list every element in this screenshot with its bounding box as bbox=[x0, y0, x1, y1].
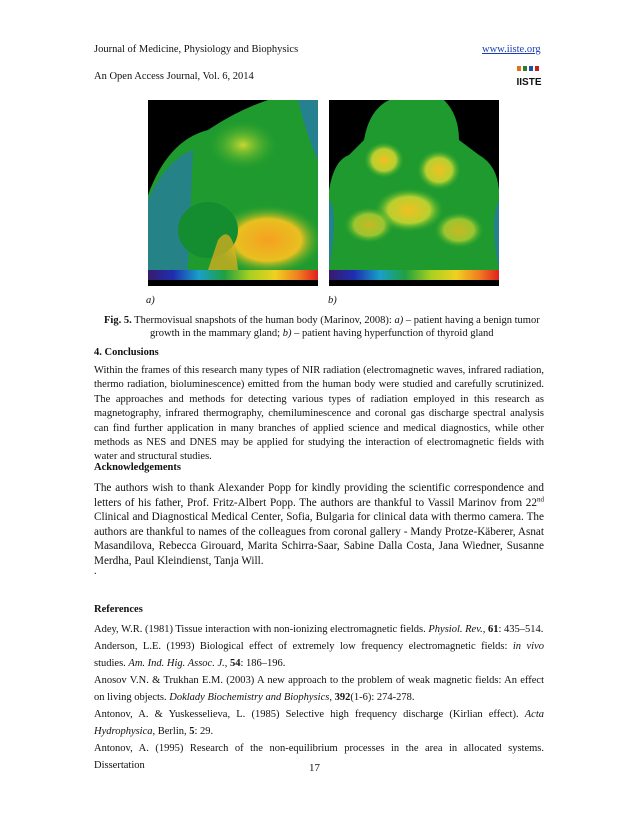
figure-label-a: a) bbox=[146, 295, 155, 306]
iiste-logo bbox=[516, 65, 542, 89]
conclusions-paragraph: Within the frames of this research many types of NIR radiation (electromagnetic waves, infrared radiation, thermo radiation, bioluminescence) emitted from the human body were studied and carefully scrutinized. The approaches and methods for detecting various types of radiation employed in this research as magnetography, infrared thermography, chemiluminescence and coronal gas discharge spectral analysis can find further application in many branches of applied science and medical diagnostics, while other methods as NES and DNES may be applied for studying the interaction of electromagnetic fields with water and structural studies. bbox=[94, 365, 544, 463]
thermal-image-a bbox=[148, 100, 318, 286]
reference-item: Antonov, A. & Yuskesselieva, L. (1985) Selective high frequency discharge (Kirlian effect). Acta Hydrophysica, Berlin, 5: 29. bbox=[94, 709, 544, 737]
reference-item: Antonov, A. (1995) Research of the non-equilibrium processes in the area in allocated systems. Dissertation bbox=[94, 743, 544, 771]
thermal-image-b bbox=[329, 100, 499, 286]
caption-label: Fig. 5. bbox=[104, 315, 132, 326]
page-number: 17 bbox=[309, 762, 320, 774]
logo-text: IISTE bbox=[516, 77, 542, 88]
figure-caption: Fig. 5. Thermovisual snapshots of the human body (Marinov, 2008): a) – patient having a benign tumor growth in the mammary gland; b) – patient having hyperfunction of thyroid gland bbox=[104, 315, 540, 339]
acknowledgements-heading: Acknowledgements bbox=[94, 462, 181, 473]
reference-item: Anderson, L.E. (1993) Biological effect of extremely low frequency electromagnetic fields: in vivo studies. Am. Ind. Hig. Assoc. J., 54: 186–196. bbox=[94, 641, 544, 669]
acknowledgements-paragraph: The authors wish to thank Alexander Popp for kindly providing the scientific correspondence and letters of his father, Prof. Fritz-Albert Popp. The authors are thankful to Vassil Marinov from 22nd Clinical and Diagnostical Medical Center, Sofia, Bulgaria for clinical data with thermo camera. The authors are thankful to names of the colleagues from coronal gallery - Mandy Protze-Käberer, Asnat Masandilova, Rebecca Girouard, Marita Schirra-Saar, Sabine Dalla Costa, Jana Wiedner, Susanne Merdha, Paul Kleindienst, Tanja Will. bbox=[94, 482, 544, 567]
figure-label-b: b) bbox=[328, 295, 337, 306]
journal-url-link[interactable]: www.iiste.org bbox=[482, 44, 541, 55]
references-heading: References bbox=[94, 604, 143, 615]
reference-item: Adey, W.R. (1981) Tissue interaction with non-ionizing electromagnetic fields. Physiol. Rev., 61: 435–514. bbox=[94, 624, 544, 635]
references-list bbox=[94, 621, 544, 774]
access-line: An Open Access Journal, Vol. 6, 2014 bbox=[94, 71, 254, 82]
stray-dot: . bbox=[94, 566, 97, 577]
reference-item: Anosov V.N. & Trukhan E.M. (2003) A new approach to the problem of weak magnetic fields: An effect on living objects. Doklady Biochemistry and Biophysics, 392(1-6): 274-278. bbox=[94, 675, 544, 703]
conclusions-heading: 4. Conclusions bbox=[94, 347, 159, 358]
journal-title: Journal of Medicine, Physiology and Biophysics bbox=[94, 44, 299, 55]
